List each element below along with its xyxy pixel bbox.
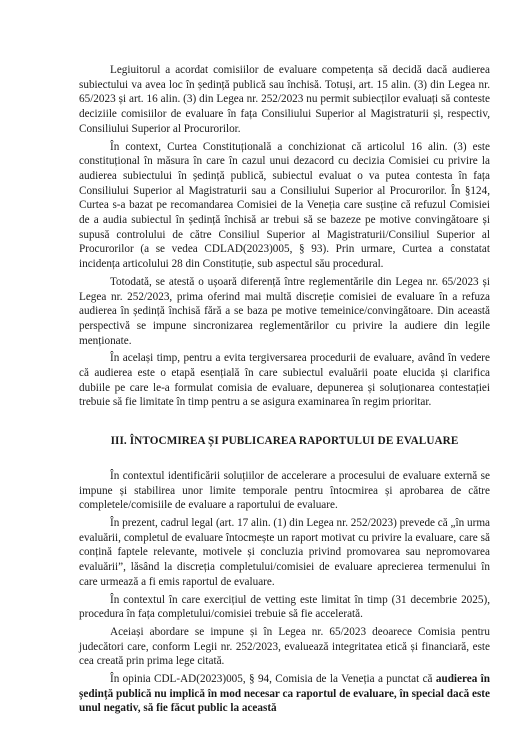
paragraph-9-bold: audierea în ședință publică nu implică în mod necesar ca raportul de evaluare, în special dacă este unul negativ, să fie făcut public la această bbox=[79, 673, 490, 715]
paragraph-2: În context, Curtea Constituțională a conchizionat că articolul 16 alin. (3) este constituțional în măsura în care în cazul unui dezacord cu decizia Comisiei cu privire la audierea subiectului în ședință publică, subiectul evaluat o va putea contesta în fața Consiliului Superior al Magistraturii sau a Consiliului Superior al Procurorilor. În §124, Curtea s-a bazat pe recomandarea Comisiei de la Veneția care susține că refuzul Comisiei de a audia subiectul în ședință închisă ar trebui să se bazeze pe motive convingătoare și supusă controlului de către Consiliul Superior al Magistraturii/Consiliul Superior al Procurorilor (a se vedea CDLAD(2023)005, § 93). Prin urmare, Curtea a constatat incidența articolului 28 din Constituție, sub aspectul său procedural. bbox=[79, 140, 490, 271]
paragraph-4: În același timp, pentru a evita tergiversarea procedurii de evaluare, având în vedere că audierea este o etapă esențială în care subiectul evaluării poate elucida și clarifica dubiile pe care le-a formulat comisia de evaluare, depunerea și soluționarea contestației trebuie să fie limitate în timp pentru a se asigura examinarea în regim prioritar. bbox=[79, 352, 490, 409]
paragraph-9-plain: În opinia CDL-AD(2023)005, § 94, Comisia de la Veneția a punctat că bbox=[110, 673, 436, 686]
paragraph-6: În prezent, cadrul legal (art. 17 alin. (1) din Legea nr. 252/2023) prevede că „în urma evaluării, completul de evaluare întocmește un raport motivat cu privire la evaluare, care să conțină faptele relevante, motivele și concluzia privind promovarea sau nepromovarea evaluării”, lăsând la discreția completului/comisiei de evaluare aprecierea termenului în care urmează a fi emis raportul de evaluare. bbox=[79, 516, 490, 588]
section-heading: III. ÎNTOCMIREA ȘI PUBLICAREA RAPORTULUI DE EVALUARE bbox=[110, 435, 459, 448]
paragraph-8: Aceiași abordare se impune și în Legea nr. 65/2023 deoarece Comisia pentru judecători care, conform Legii nr. 252/2023, evaluează integritatea etică și financiară, este cea creată prin prima lege citată. bbox=[79, 625, 490, 668]
paragraph-5: În contextul identificării soluțiilor de accelerare a procesului de evaluare externă se impune și stabilirea unor limite temporale pentru întocmirea și aprobarea de către completele/comisiile de evaluare a raportului de evaluare. bbox=[79, 469, 490, 512]
paragraph-9 bbox=[79, 672, 490, 716]
paragraph-3: Totodată, se atestă o ușoară diferență între reglementările din Legea nr. 65/2023 și Legea nr. 252/2023, prima oferind mai multă discreție comisiei de evaluare în a refuza audierea în ședință închisă fără a se baza pe motive temeinice/convingătoare. Din această perspectivă se impune sincronizarea reglementărilor cu privire la audiere din legile menționate. bbox=[79, 275, 490, 347]
paragraph-7: În contextul în care exercițiul de vetting este limitat în timp (31 decembrie 2025), procedura în fața completului/comisiei trebuie să fie accelerată. bbox=[79, 593, 490, 621]
document-page bbox=[79, 63, 490, 716]
paragraph-1: Legiuitorul a acordat comisiilor de evaluare competența să decidă dacă audierea subiectului va avea loc în ședință publică sau închisă. Totuși, art. 15 alin. (3) din Legea nr. 65/2023 și art. 16 alin. (3) din Legea nr. 252/2023 nu permit subiecților evaluați să conteste deciziile comisiilor de evaluare în fața Consiliului Superior al Magistraturii și, respectiv, Consiliului Superior al Procurorilor. bbox=[79, 64, 490, 135]
